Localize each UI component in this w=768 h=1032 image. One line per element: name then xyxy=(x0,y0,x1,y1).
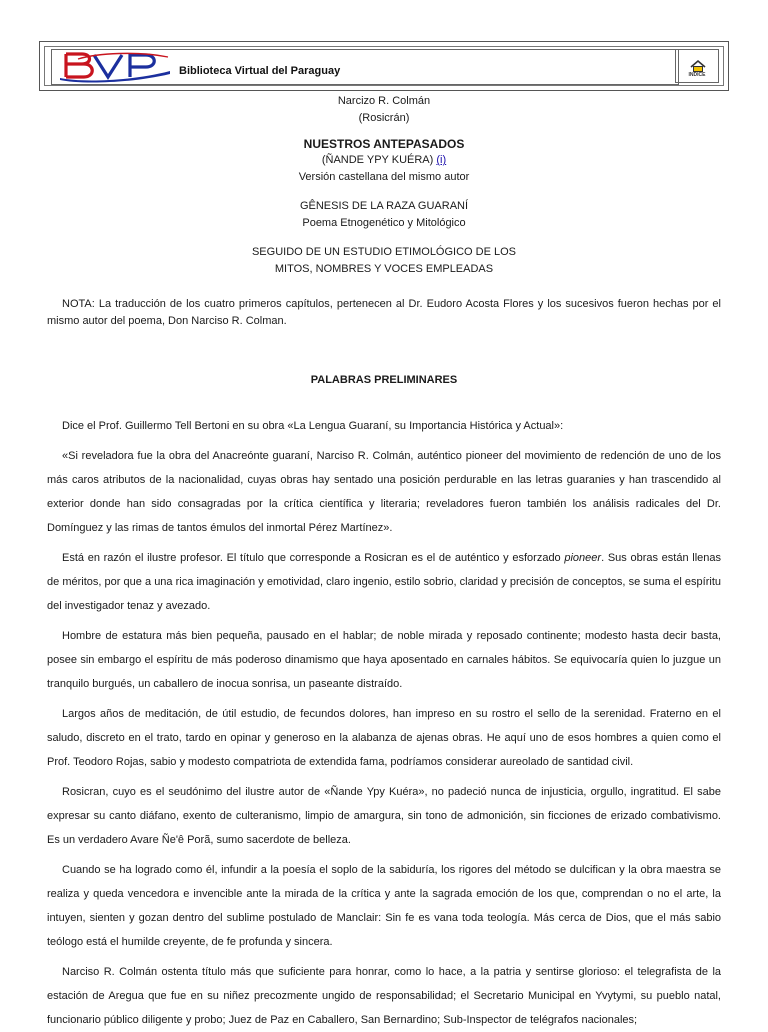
version-note: Versión castellana del mismo autor xyxy=(298,171,470,183)
genesis-title: GÊNESIS DE LA RAZA GUARANÍ xyxy=(299,200,469,212)
genesis-subtitle: Poema Etnogenético y Mitológico xyxy=(302,217,466,229)
paragraph: Narciso R. Colmán ostenta título más que suficiente para honrar, como lo hace, a la patria y sentirse glorioso: el telegrafista de la estación de Aregua que fue en su niñez precozmente ungido de responsabilidad; el Secretario Municipal en Yvytymi, su pueblo natal, funcionario público diligente y probo; Juez de Paz en Caballero, San Bernardino; Sub-Inspector de telégrafos nacionales; xyxy=(47,966,721,1026)
paragraph: Hombre de estatura más bien pequeña, pausado en el hablar; de noble mirada y reposado continente; modesto hasta decir basta, posee sin embargo el espíritu de más poderoso dinamismo que haya aposentado en carnales hábitos. Se equivocaría quien lo juzgue un tranquilo burgués, un caballero de inocua sonrisa, un paseante distraído. xyxy=(47,630,721,690)
paragraph: Rosicran, cuyo es el seudónimo del ilustre autor de «Ñande Ypy Kuéra», no padeció nunca de injusticia, orgullo, ingratitud. El sabe expresar su canto diáfano, exento de culteranismo, limpio de amargura, sin tono de admonición, sin ficciones de erizado combativismo. Es un verdadero Avare Ñe'ê Porã, sumo sacerdote de belleza. xyxy=(47,786,721,846)
document-body xyxy=(47,93,721,1032)
logo-banner[interactable] xyxy=(51,49,679,85)
footnote-link[interactable]: (i) xyxy=(436,154,447,166)
paragraph-text: . Sus obras están llenas de méritos, por que a una rica imaginación y emotividad, claro ingenio, estilo sobrio, claridad y precisión de conceptos, se suma el espíritu del investigador tenaz y avezado. xyxy=(47,552,722,612)
author-pseudonym: (Rosicrán) xyxy=(358,112,410,124)
home-button[interactable] xyxy=(675,49,719,83)
site-title: Biblioteca Virtual del Paraguay xyxy=(179,65,341,77)
author-name: Narcizo R. Colmán xyxy=(337,95,431,107)
paragraph-italic: pioneer xyxy=(564,552,602,564)
study-line-2: MITOS, NOMBRES Y VOCES EMPLEADAS xyxy=(274,263,494,275)
translation-note: NOTA: La traducción de los cuatro primeros capítulos, pertenecen al Dr. Eudoro Acosta Flores y los sucesivos fueron hechas por el mismo autor del poema, Don Narciso R. Colman. xyxy=(47,298,721,327)
paragraph: «Si reveladora fue la obra del Anacreónte guaraní, Narciso R. Colmán, auténtico pioneer del movimiento de redención de uno de los más caros atributos de la nacionalidad, cuyas obras hay sentado una posición perdurable en las letras guaranies y han trascendido al exterior donde han sido consagradas por la crítica científica y literaria; reveladores fueron también los análisis radicales del Dr. Domínguez y las rimas de tantos émulos del inmortal Pérez Martínez». xyxy=(47,450,721,534)
paragraph-text: Está en razón el ilustre profesor. El título que corresponde a Rosicran es el de auténtico y esforzado xyxy=(62,552,565,564)
study-line-1: SEGUIDO DE UN ESTUDIO ETIMOLÓGICO DE LOS xyxy=(251,246,517,258)
section-title: PALABRAS PRELIMINARES xyxy=(310,374,458,386)
book-subtitle: (ÑANDE YPY KUÉRA) xyxy=(321,154,434,166)
book-subtitle-line xyxy=(47,152,721,169)
header-frame xyxy=(44,46,724,86)
site-header xyxy=(39,41,729,91)
home-label: INDICE xyxy=(688,72,706,78)
paragraph xyxy=(47,546,721,618)
paragraph: Largos años de meditación, de útil estudio, de fecundos dolores, han impreso en su rostro el sello de la serenidad. Fraterno en el saludo, discreto en el trato, tardo en opinar y generoso en la alabanza de ajenas obras. He aquí uno de esos hombres a quien como el Prof. Teodoro Rojas, sabio y modesto compatriota de extendida fama, podríamos considerar aureolado de santidad civil. xyxy=(47,708,721,768)
paragraph: Dice el Prof. Guillermo Tell Bertoni en su obra «La Lengua Guaraní, su Importancia Histórica y Actual»: xyxy=(62,420,564,432)
bvp-logo xyxy=(58,51,172,83)
paragraph: Cuando se ha logrado como él, infundir a la poesía el soplo de la sabiduría, los rigores del método se dulcifican y la obra maestra se realiza y queda vencedora e invencible ante la mirada de la crítica y ante la sagrada emoción de los que, comprendan o no el arte, la intuyen, sienten y gozan dentro del sublime postulado de Manclair: Sin fe es vana toda teología. Más cerca de Dios, que el más sabio teólogo está el humilde creyente, de fe profunda y sincera. xyxy=(47,864,721,948)
book-title: NUESTROS ANTEPASADOS xyxy=(303,137,465,151)
